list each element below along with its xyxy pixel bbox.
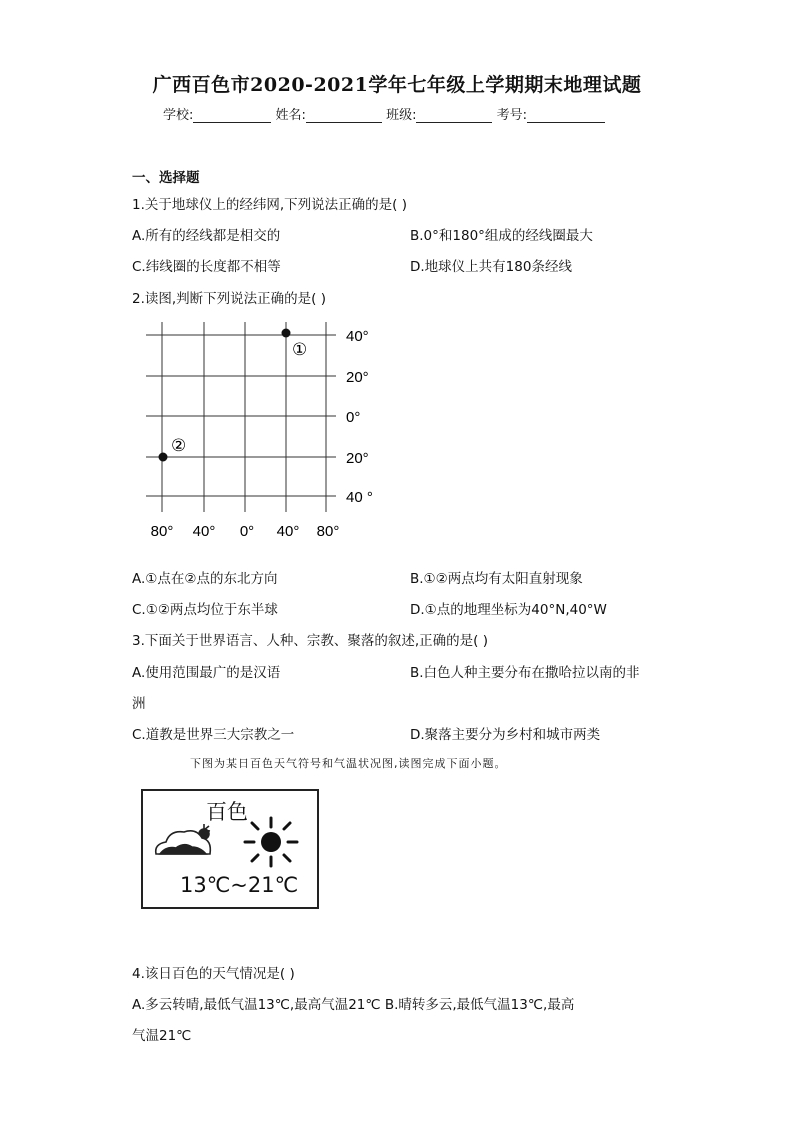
q3-option-a: A.使用范围最广的是汉语 [132,665,281,681]
q3-option-c: C.道教是世界三大宗教之一 [132,727,295,743]
q2-option-c: C.①②两点均位于东半球 [132,602,278,618]
lat-label: 40° [346,328,369,345]
q4-stem: 4.该日百色的天气情况是( ) [132,966,295,982]
point-1-label: ① [292,340,308,359]
q3-stem: 3.下面关于世界语言、人种、宗教、聚落的叙述,正确的是( ) [132,633,488,649]
q1-option-c: C.纬线圈的长度都不相等 [132,259,281,275]
class-label: 班级: [386,108,417,123]
section-heading: 一、选择题 [132,170,200,186]
q2-stem: 2.读图,判断下列说法正确的是( ) [132,291,326,307]
sun-icon [240,815,302,869]
weather-city: 百色 [206,800,248,824]
lon-label: 40° [192,523,216,540]
q1-option-b: B.0°和180°组成的经线圈最大 [410,228,593,244]
q3-option-d: D.聚落主要分为乡村和城市两类 [410,727,601,743]
weather-note: 下图为某日百色天气符号和气温状况图,读图完成下面小题。 [190,757,507,770]
lon-label: 0° [239,523,255,540]
lat-label: 20° [346,450,369,467]
lat-label: 40 ° [346,489,373,506]
lat-label: 20° [346,369,369,386]
weather-temperature: 13℃~21℃ [180,873,299,897]
lon-label: 80° [150,523,174,540]
q2-option-b: B.①②两点均有太阳直射现象 [410,571,583,587]
lon-label: 40° [276,523,300,540]
name-label: 姓名: [275,108,306,123]
q4-options-ab: A.多云转晴,最低气温13℃,最高气温21℃ B.晴转多云,最低气温13℃,最高 [132,997,575,1013]
q2-option-d: D.①点的地理坐标为40°N,40°W [410,602,607,618]
grid-lines [146,322,336,512]
q4-options-ab-continued: 气温21℃ [132,1028,192,1044]
lat-lon-grid-figure [140,322,380,547]
point-2-label: ② [171,436,187,455]
page-title: 广西百色市2020-2021学年七年级上学期期末地理试题 [152,74,642,96]
lon-label: 80° [316,523,340,540]
q2-option-a: A.①点在②点的东北方向 [132,571,278,587]
class-blank [416,110,492,123]
point-1-marker [282,329,291,338]
student-info-line [163,104,605,123]
lat-label: 0° [346,409,361,426]
exam-no-blank [527,110,605,123]
point-2-marker [159,453,168,462]
exam-no-label: 考号: [496,108,527,123]
q1-option-a: A.所有的经线都是相交的 [132,228,281,244]
school-label: 学校: [163,108,194,123]
school-blank [193,110,271,123]
q1-option-d: D.地球仪上共有180条经线 [410,259,572,275]
name-blank [306,110,382,123]
cloudy-to-sunny-icon [152,820,222,862]
q3-option-b-continued: 洲 [132,696,146,712]
q3-option-b: B.白色人种主要分布在撒哈拉以南的非 [410,665,640,681]
q1-stem: 1.关于地球仪上的经纬网,下列说法正确的是( ) [132,197,407,213]
